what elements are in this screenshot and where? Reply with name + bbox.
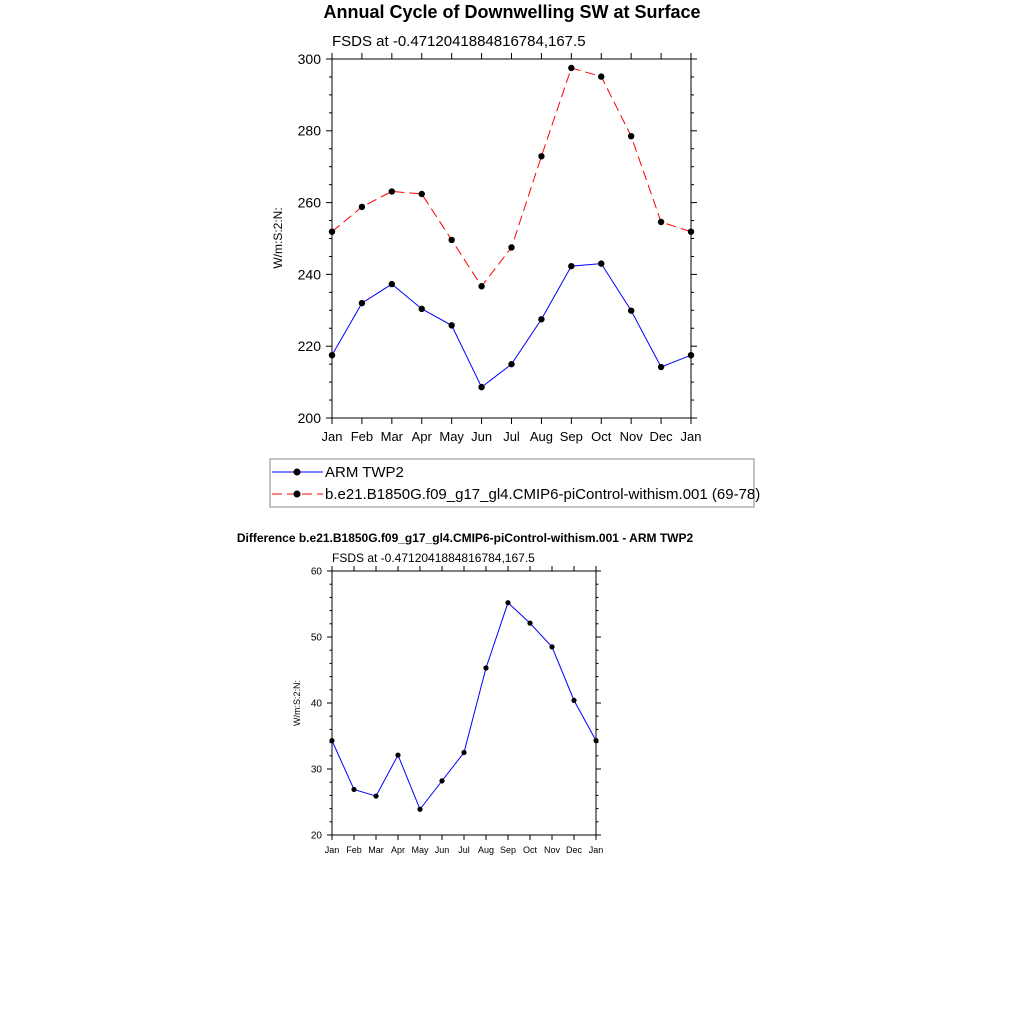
data-point (538, 153, 544, 159)
data-point (359, 300, 365, 306)
x-tick-label: Apr (411, 429, 432, 444)
data-point (439, 778, 444, 783)
x-tick-label: Sep (559, 429, 583, 444)
x-tick-label: Mar (368, 845, 384, 855)
chart2-subtitle: FSDS at -0.4712041884816784,167.5 (332, 551, 535, 565)
x-tick-label: Dec (565, 845, 583, 855)
x-tick-label: Jul (503, 429, 520, 444)
y-tick-label: 220 (297, 338, 321, 355)
data-point (461, 750, 466, 755)
x-tick-label: Dec (649, 429, 673, 444)
x-tick-label: Feb (350, 429, 374, 444)
data-point (593, 738, 598, 743)
data-point (538, 316, 544, 322)
chart2-title: Difference b.e21.B1850G.f09_g17_gl4.CMIP6-piControl-withism.001 - ARM TWP2 (236, 531, 694, 545)
data-point (448, 322, 454, 328)
y-tick-label: 260 (297, 194, 321, 211)
data-point (505, 600, 510, 605)
data-point (628, 133, 634, 139)
y-tick-label: 50 (310, 632, 322, 644)
data-point (478, 384, 484, 390)
data-point (419, 191, 425, 197)
x-tick-label: Oct (591, 429, 612, 444)
chart1-title: Annual Cycle of Downwelling SW at Surface (323, 2, 701, 22)
data-point (389, 188, 395, 194)
y-tick-label: 20 (310, 830, 322, 842)
data-point (389, 281, 395, 287)
data-point (329, 738, 334, 743)
y-tick-label: 280 (297, 122, 321, 139)
data-point (478, 283, 484, 289)
data-point (359, 204, 365, 210)
data-point (571, 698, 576, 703)
data-point (448, 237, 454, 243)
y-tick-label: 30 (310, 764, 322, 776)
data-point (527, 621, 532, 626)
data-point (329, 352, 335, 358)
data-point (568, 65, 574, 71)
data-point (688, 352, 694, 358)
data-point (373, 793, 378, 798)
legend-label-arm-twp2: ARM TWP2 (325, 464, 404, 481)
legend-marker-model (294, 491, 301, 498)
data-point (658, 364, 664, 370)
x-tick-label: Jan (321, 429, 343, 444)
y-tick-label: 40 (310, 698, 322, 710)
x-tick-label: Nov (543, 845, 561, 855)
y-tick-label: 200 (297, 409, 321, 426)
data-point (598, 73, 604, 79)
legend-marker-arm-twp2 (294, 469, 301, 476)
data-point (329, 228, 335, 234)
data-point (549, 644, 554, 649)
x-tick-label: May (411, 845, 429, 855)
data-point (688, 228, 694, 234)
data-point (351, 787, 356, 792)
x-tick-label: Mar (380, 429, 404, 444)
x-tick-label: Jul (458, 845, 470, 855)
y-tick-label: 240 (297, 266, 321, 283)
data-point (508, 244, 514, 250)
x-tick-label: Oct (522, 845, 538, 855)
chart1-y-axis-label: W/m:S:2:N: (271, 207, 285, 269)
x-tick-label: Jun (471, 429, 493, 444)
x-tick-label: Jan (680, 429, 702, 444)
data-point (598, 260, 604, 266)
x-tick-label: Apr (390, 845, 406, 855)
data-point (628, 307, 634, 313)
data-point (568, 263, 574, 269)
chart1-subtitle: FSDS at -0.4712041884816784,167.5 (332, 33, 586, 50)
chart1-legend (270, 459, 760, 507)
data-point (417, 807, 422, 812)
x-tick-label: Jun (434, 845, 450, 855)
x-tick-label: Feb (346, 845, 362, 855)
x-tick-label: Aug (477, 845, 495, 855)
x-tick-label: Sep (499, 845, 517, 855)
y-tick-label: 60 (310, 566, 322, 578)
x-tick-label: Jan (324, 845, 340, 855)
data-point (658, 219, 664, 225)
chart2-y-axis-label: W/m:S:2:N: (292, 679, 302, 727)
data-point (419, 306, 425, 312)
x-tick-label: May (439, 429, 464, 444)
data-point (508, 361, 514, 367)
x-tick-label: Jan (588, 845, 604, 855)
y-tick-label: 300 (297, 50, 321, 67)
data-point (483, 665, 488, 670)
x-tick-label: Aug (529, 429, 553, 444)
legend-label-model: b.e21.B1850G.f09_g17_gl4.CMIP6-piControl-withism.001 (69-78) (325, 486, 761, 503)
x-tick-label: Nov (619, 429, 643, 444)
data-point (395, 753, 400, 758)
